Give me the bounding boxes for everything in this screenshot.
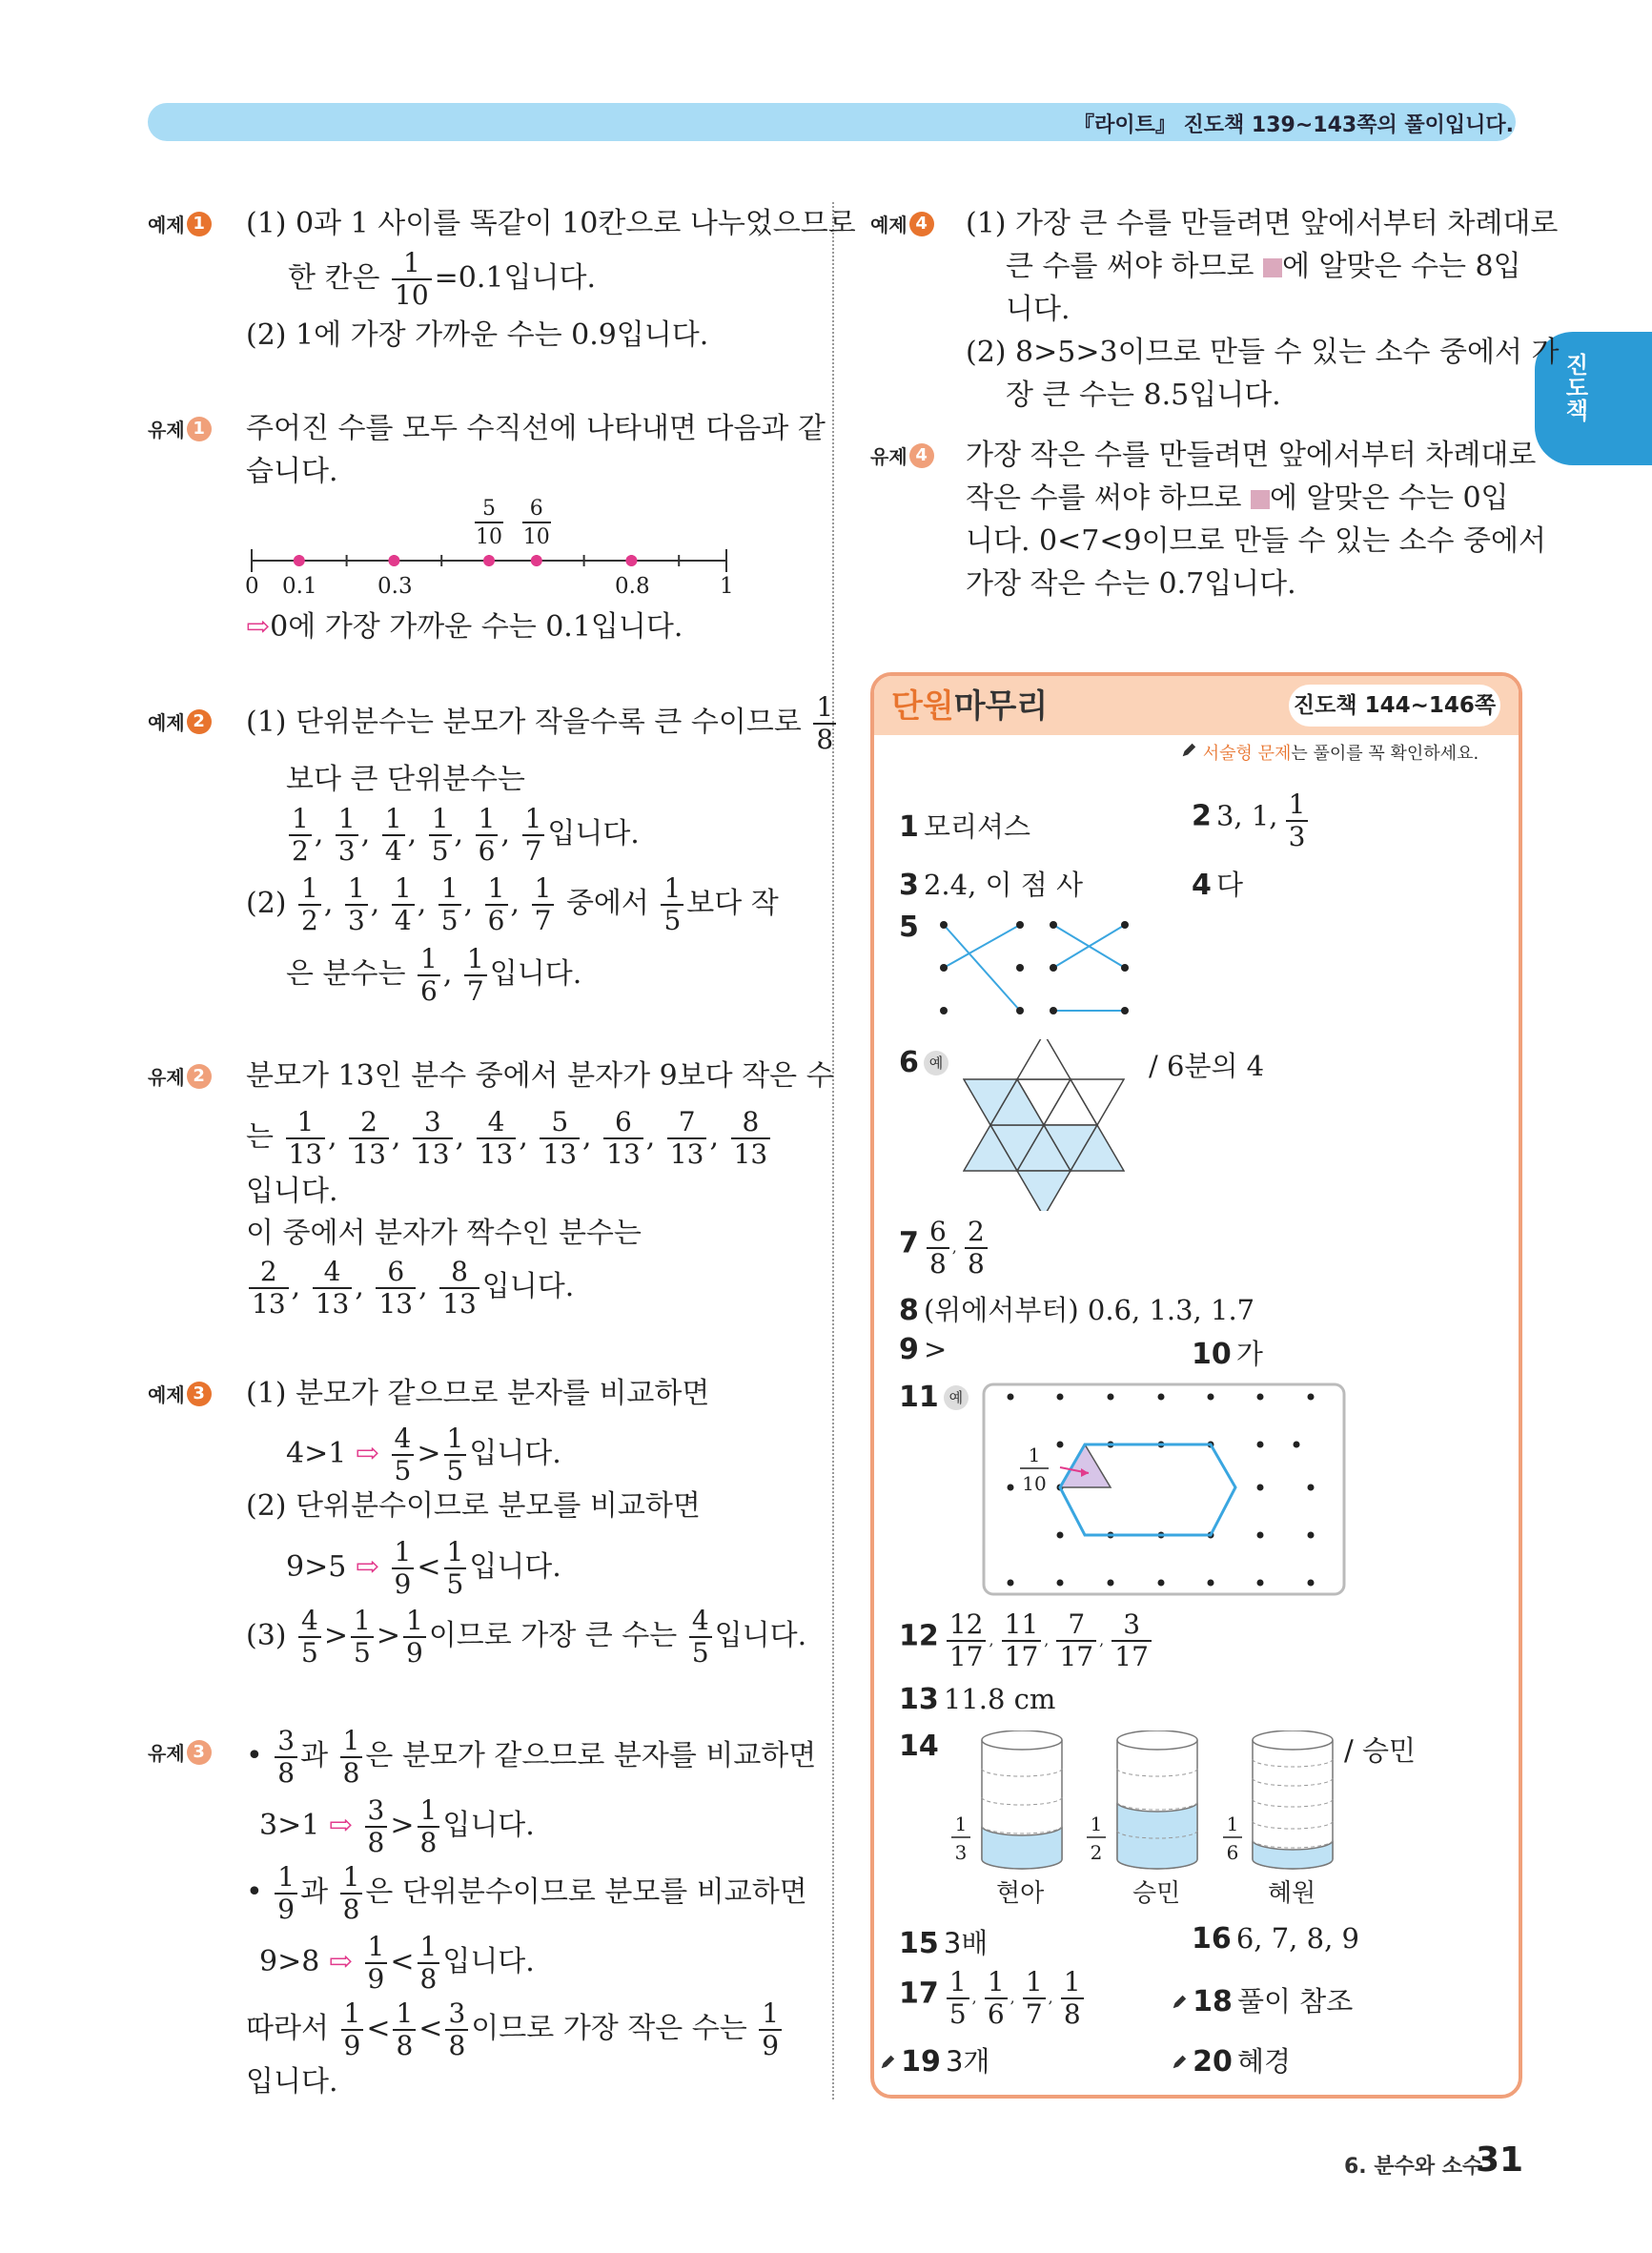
ex4-line3: 니다. [1006, 293, 1071, 326]
svg-text:10: 10 [476, 525, 502, 549]
pr1-line3: ⇨0에 가장 가까운 수는 0.1입니다. [246, 610, 683, 644]
svg-text:5: 5 [482, 497, 496, 521]
ex1-line2: 한 칸은 $\frac{1}{10}$ =0.1입니다. [288, 247, 596, 311]
svg-text:1: 1 [954, 1813, 968, 1835]
pr3-line2: 3>1 ⇨ $\frac{3}{8}$ > $\frac{1}{8}$ 입니다. [259, 1794, 535, 1858]
svg-text:1: 1 [1028, 1444, 1041, 1466]
pr4-line4: 가장 작은 수는 0.7입니다. [966, 567, 1296, 601]
box-icon [1251, 490, 1270, 509]
practice-3-badge: 유제 3 [148, 1738, 212, 1766]
answer-4: 4 다 [1192, 869, 1243, 902]
ex2-line4: (2) $\frac{1}{2}$ , $\frac{1}{3}$ , $\frac{1}{4}$ , $\frac{1}{5}$ , $\frac{1}{6}$ , $\frac{1}{7}$ 중에서 $\frac{1}{5}$ 보다 작 [246, 872, 779, 936]
pr2-line2: 는 $\frac{1}{13}$ , $\frac{2}{13}$ , $\frac{3}{13}$ , $\frac{4}{13}$ , $\frac{5}{13}$ , $\frac{6}{13}$ , $\frac{7}{13}$ , $\frac{8}{13}$ [246, 1109, 773, 1168]
tick-0-1: 0.1 [282, 574, 317, 599]
pencil-icon [879, 2054, 896, 2071]
answer-5-dots [929, 911, 1139, 1025]
review-ref: 진도책 144~146쪽 [1289, 685, 1500, 727]
example-4-badge: 예제 4 [870, 210, 934, 237]
pr4-line1: 가장 작은 수를 만들려면 앞에서부터 차례대로 [966, 439, 1537, 472]
pencil-icon [1180, 742, 1197, 759]
answer-3: 3 2.4, 이 점 사 [899, 869, 1084, 902]
ex2-line2: 보다 큰 단위분수는 [286, 763, 525, 796]
pr1-line2: 습니다. [246, 455, 338, 488]
tick-1: 1 [720, 574, 734, 599]
column-divider [832, 202, 834, 2099]
answer-18: 18 풀이 참조 [1171, 1980, 1353, 2019]
answer-11-grid [982, 1383, 1346, 1597]
pr3-line4: 9>8 ⇨ $\frac{1}{9}$ < $\frac{1}{8}$ 입니다. [259, 1931, 535, 1995]
answer-6-star [963, 1039, 1125, 1211]
svg-text:10: 10 [1022, 1472, 1047, 1495]
ex4-line4: (2) 8>5>3이므로 만들 수 있는 소수 중에서 가 [966, 336, 1560, 369]
tick-0-8: 0.8 [615, 574, 650, 599]
practice-2-badge: 유제 2 [148, 1062, 212, 1090]
practice-4-badge: 유제 4 [870, 441, 934, 469]
example-1-badge: 예제 1 [148, 210, 212, 237]
ex3-line5: (3) $\frac{4}{5}$ > $\frac{1}{5}$ > $\frac{1}{9}$ 이므로 가장 큰 수는 $\frac{4}{5}$ 입니다. [246, 1605, 807, 1669]
number-line-ticks [238, 574, 744, 603]
pr4-line3: 니다. 0<7<9이므로 만들 수 있는 소수 중에서 [966, 524, 1546, 558]
review-note: 서술형 문제는 풀이를 꼭 확인하세요. [1180, 740, 1479, 765]
ex3-line3: (2) 단위분수이므로 분모를 비교하면 [246, 1489, 701, 1523]
svg-text:6: 6 [1226, 1841, 1239, 1864]
arrow-icon: ⇨ [246, 610, 271, 644]
answer-14-text: / 승민 [1344, 1734, 1417, 1767]
pr2-line3: 입니다. [246, 1175, 338, 1208]
practice-1-badge: 유제 1 [148, 415, 212, 442]
tick-0-3: 0.3 [377, 574, 413, 599]
answer-15: 15 3배 [899, 1927, 989, 1960]
pr3-line3: • $\frac{1}{9}$ 과 $\frac{1}{8}$ 은 단위분수이므로 분모를 비교하면 [246, 1861, 807, 1925]
answer-1: 1 모리셔스 [899, 810, 1031, 844]
answer-5: 5 [899, 911, 919, 944]
header-text: 『라이트』 진도책 139~143쪽의 풀이입니다. [1073, 113, 1514, 137]
answer-9: 9 > [899, 1333, 948, 1366]
pr4-line2: 작은 수를 써야 하므로 에 알맞은 수는 0입 [966, 481, 1509, 515]
answer-11: 11 예 [899, 1381, 969, 1414]
review-title: 단원마무리 [891, 687, 1049, 726]
ex3-line4: 9>5 ⇨ $\frac{1}{9}$ < $\frac{1}{5}$ 입니다. [286, 1536, 561, 1600]
answer-6: 6 예 [899, 1046, 948, 1079]
answer-7: 7 $\frac{6}{8}$ , $\frac{2}{8}$ [899, 1219, 990, 1278]
example-2-badge: 예제 2 [148, 707, 212, 735]
pencil-icon [1171, 1994, 1188, 2011]
cylinder-name-1: 현아 [996, 1879, 1045, 1908]
box-icon [1263, 258, 1282, 277]
ex2-line3: $\frac{1}{2}$ , $\frac{1}{3}$ , $\frac{1}{4}$ , $\frac{1}{5}$ , $\frac{1}{6}$ , $\frac{1}{7}$ 입니다. [286, 806, 640, 865]
ex4-line5: 장 큰 수는 8.5입니다. [1006, 379, 1281, 412]
pr3-line1: • $\frac{3}{8}$ 과 $\frac{1}{8}$ 은 분모가 같으므로 분자를 비교하면 [246, 1725, 817, 1789]
ex1-line1: (1) 0과 1 사이를 똑같이 10칸으로 나누었으므로 [246, 207, 856, 240]
footer-chapter: 6. 분수와 소수 [1344, 2155, 1483, 2179]
pr1-line1: 주어진 수를 모두 수직선에 나타내면 다음과 같 [246, 412, 826, 445]
ex2-line1: (1) 단위분수는 분모가 작을수록 큰 수이므로 $\frac{1}{8}$ [246, 694, 839, 753]
answer-2: 2 3, 1, $\frac{1}{3}$ [1192, 791, 1311, 850]
cylinder-name-3: 혜원 [1268, 1879, 1316, 1908]
side-tab-label: 진도책 [1561, 353, 1588, 421]
page-number: 31 [1476, 2140, 1524, 2180]
answer-19: 19 3개 [879, 2040, 989, 2079]
svg-text:1: 1 [1226, 1813, 1239, 1835]
svg-text:1: 1 [1090, 1813, 1103, 1835]
ex4-line1: (1) 가장 큰 수를 만들려면 앞에서부터 차례대로 [966, 207, 1559, 240]
answer-8: 8 (위에서부터) 0.6, 1.3, 1.7 [899, 1294, 1255, 1327]
svg-text:3: 3 [954, 1841, 968, 1864]
answer-17: 17 $\frac{1}{5}$ , $\frac{1}{6}$ , $\frac{1}{7}$ , $\frac{1}{8}$ [899, 1969, 1087, 2028]
answer-13: 13 11.8 cm [899, 1683, 1056, 1716]
ex4-line2: 큰 수를 써야 하므로 에 알맞은 수는 8입 [1006, 250, 1521, 283]
answer-14: 14 [899, 1730, 939, 1763]
svg-text:6: 6 [529, 497, 543, 521]
pencil-icon [1171, 2054, 1188, 2071]
pr2-line4: 이 중에서 분자가 짝수인 분수는 [246, 1217, 642, 1250]
ex1-line3: (2) 1에 가장 가까운 수는 0.9입니다. [246, 318, 709, 352]
answer-12: 12 $\frac{12}{17}$ , $\frac{11}{17}$ , $\frac{7}{17}$ , $\frac{3}{17}$ [899, 1611, 1154, 1670]
pr2-line1: 분모가 13인 분수 중에서 분자가 9보다 작은 수 [246, 1059, 834, 1093]
cylinder-name-2: 승민 [1132, 1879, 1181, 1908]
ex2-line5: 은 분수는 $\frac{1}{6}$ , $\frac{1}{7}$ 입니다. [286, 943, 582, 1007]
ex3-line1: (1) 분모가 같으므로 분자를 비교하면 [246, 1377, 710, 1410]
answer-6-text: / 6분의 4 [1149, 1050, 1265, 1082]
pr3-line5: 따라서 $\frac{1}{9}$ < $\frac{1}{8}$ < $\frac{3}{8}$ 이므로 가장 작은 수는 $\frac{1}{9}$ [246, 2000, 785, 2059]
pr2-line5: $\frac{2}{13}$ , $\frac{4}{13}$ , $\frac{6}{13}$ , $\frac{8}{13}$ 입니다. [246, 1259, 574, 1318]
answer-20: 20 혜경 [1171, 2040, 1291, 2079]
pr3-line6: 입니다. [246, 2065, 338, 2099]
tick-0: 0 [245, 574, 259, 599]
answer-16: 16 6, 7, 8, 9 [1192, 1922, 1359, 1956]
svg-text:10: 10 [522, 525, 550, 549]
ex3-line2: 4>1 ⇨ $\frac{4}{5}$ > $\frac{1}{5}$ 입니다. [286, 1423, 561, 1486]
example-3-badge: 예제 3 [148, 1380, 212, 1407]
answer-10: 10 가 [1192, 1338, 1263, 1371]
svg-text:2: 2 [1090, 1841, 1103, 1864]
